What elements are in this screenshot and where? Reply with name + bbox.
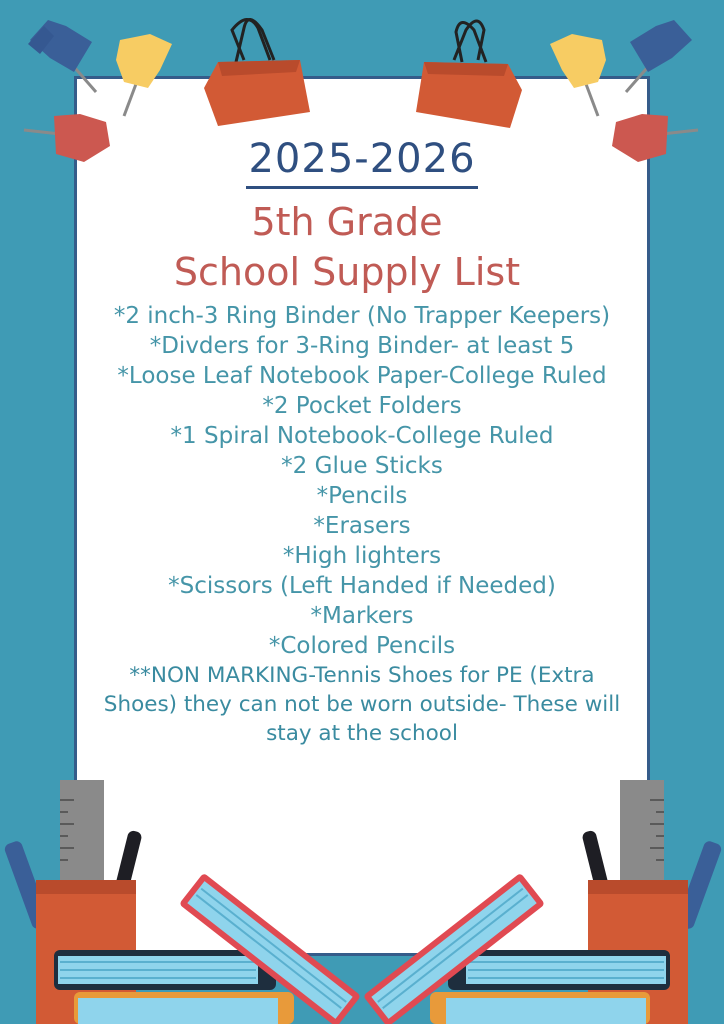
list-item: *Scissors (Left Handed if Needed) xyxy=(168,573,556,599)
shoes-note: **NON MARKING-Tennis Shoes for PE (Extra Shoes) they can not be worn outside- These will stay at the school xyxy=(103,663,621,746)
list-item: *Erasers xyxy=(313,513,411,539)
supply-items xyxy=(80,301,644,748)
year-title: 2025-2026 xyxy=(246,134,477,189)
supply-list-content xyxy=(80,134,644,748)
list-item: *Pencils xyxy=(316,483,408,509)
list-item: *2 inch-3 Ring Binder (No Trapper Keepers) xyxy=(113,303,611,329)
book-stack-icon xyxy=(54,950,294,1024)
list-item: *Loose Leaf Notebook Paper-College Ruled xyxy=(117,363,607,389)
grade-heading: 5th Grade xyxy=(251,200,443,244)
list-title: School Supply List xyxy=(173,250,521,294)
list-item: *Divders for 3-Ring Binder- at least 5 xyxy=(149,333,575,359)
list-item: *2 Pocket Folders xyxy=(262,393,462,419)
list-item: *Colored Pencils xyxy=(268,633,456,659)
list-item: *1 Spiral Notebook-College Ruled xyxy=(170,423,554,449)
list-item: *Markers xyxy=(310,603,414,629)
list-item: *High lighters xyxy=(282,543,442,569)
list-item: *2 Glue Sticks xyxy=(281,453,443,479)
book-stack-icon xyxy=(430,950,670,1024)
